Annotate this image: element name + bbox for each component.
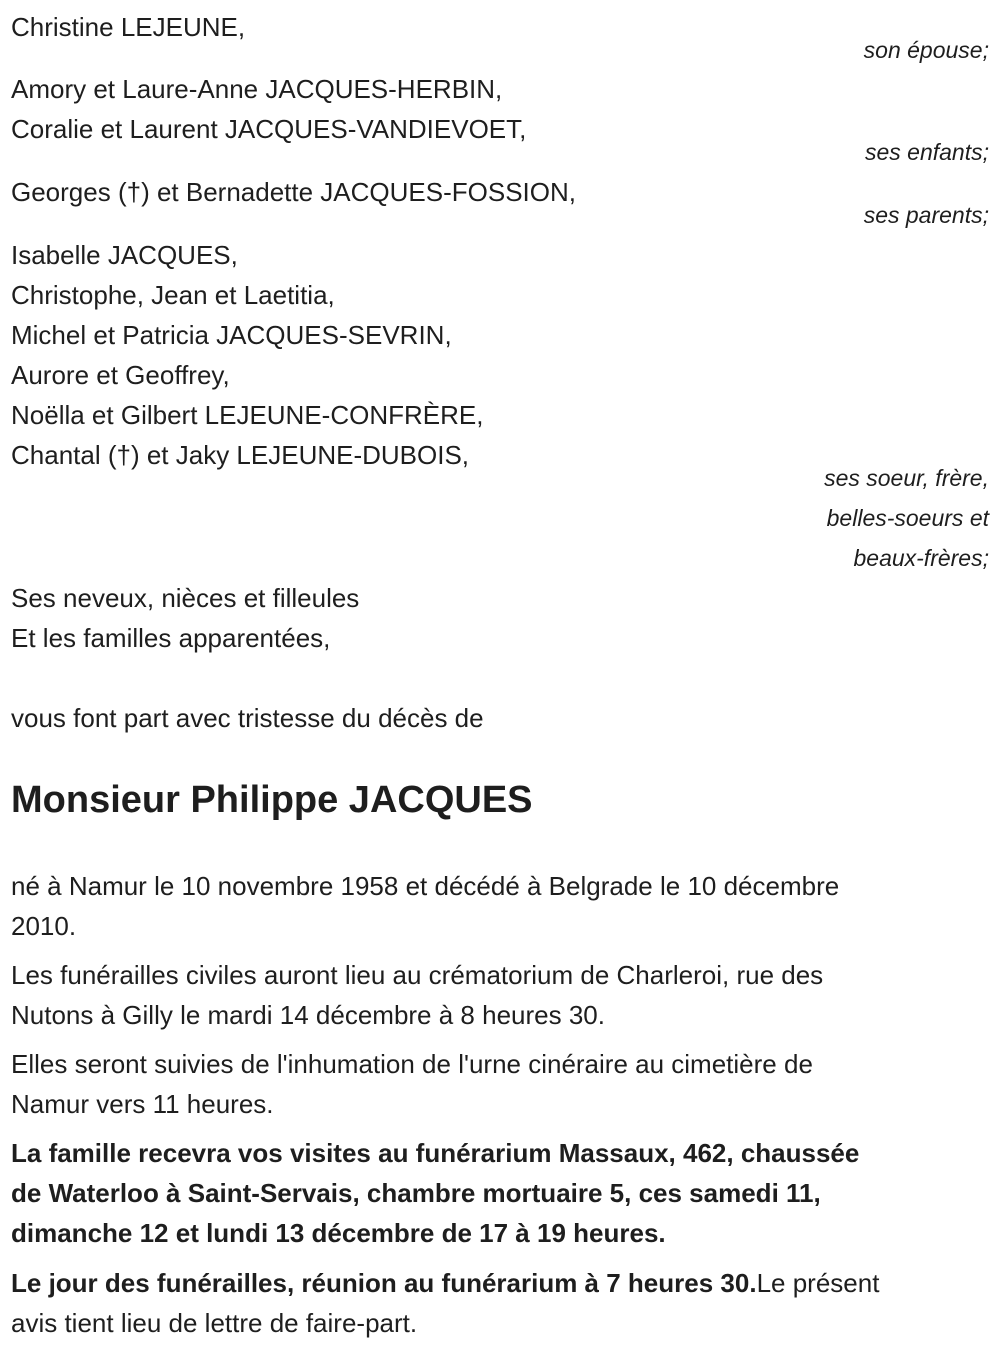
children-role: ses enfants; [864, 139, 989, 165]
siblings-role: beaux-frères; [853, 545, 989, 571]
funeral-line: Les funérailles civiles auront lieu au crématorium de Charleroi, rue des [11, 960, 824, 990]
funeral-line: Nutons à Gilly le mardi 14 décembre à 8 heures 30. [11, 1000, 605, 1030]
sibling-line: Aurore et Geoffrey, [11, 360, 230, 390]
sibling-line: Noëlla et Gilbert LEJEUNE-CONFRÈRE, [11, 400, 484, 430]
spouse-name: Christine LEJEUNE, [11, 12, 246, 42]
visits-line: La famille recevra vos visites au funérarium Massaux, 462, chaussée [11, 1138, 860, 1168]
child-line: Amory et Laure-Anne JACQUES-HERBIN, [11, 74, 503, 104]
sibling-line: Christophe, Jean et Laetitia, [11, 280, 335, 310]
others-line: Ses neveux, nièces et filleules [11, 583, 360, 613]
child-line: Coralie et Laurent JACQUES-VANDIEVOET, [11, 114, 527, 144]
sibling-line: Isabelle JACQUES, [11, 240, 238, 270]
spouse-role: son épouse; [863, 37, 989, 63]
announcement: vous font part avec tristesse du décès de [11, 703, 484, 733]
deceased-name: Monsieur Philippe JACQUES [11, 779, 533, 821]
meeting-line: avis tient lieu de lettre de faire-part. [11, 1308, 418, 1338]
visits-line: dimanche 12 et lundi 13 décembre de 17 à 19 heures. [11, 1218, 666, 1248]
siblings-role: ses soeur, frère, [824, 465, 989, 491]
parents-line: Georges (†) et Bernadette JACQUES-FOSSION, [11, 177, 576, 207]
meeting-line [11, 1268, 879, 1298]
sibling-line: Michel et Patricia JACQUES-SEVRIN, [11, 320, 452, 350]
sibling-line: Chantal (†) et Jaky LEJEUNE-DUBOIS, [11, 440, 470, 470]
meeting-bold: Le jour des funérailles, réunion au funérarium à 7 heures 30. [11, 1268, 757, 1298]
burial-line: Namur vers 11 heures. [11, 1089, 274, 1119]
others-line: Et les familles apparentées, [11, 623, 331, 653]
birth-line: né à Namur le 10 novembre 1958 et décédé à Belgrade le 10 décembre [11, 871, 840, 901]
parents-role: ses parents; [863, 202, 989, 228]
birth-line: 2010. [11, 911, 77, 941]
meeting-rest: Le présent [756, 1268, 880, 1298]
burial-line: Elles seront suivies de l'inhumation de l'urne cinéraire au cimetière de [11, 1049, 813, 1079]
visits-line: de Waterloo à Saint-Servais, chambre mortuaire 5, ces samedi 11, [11, 1178, 821, 1208]
siblings-role: belles-soeurs et [826, 505, 989, 531]
